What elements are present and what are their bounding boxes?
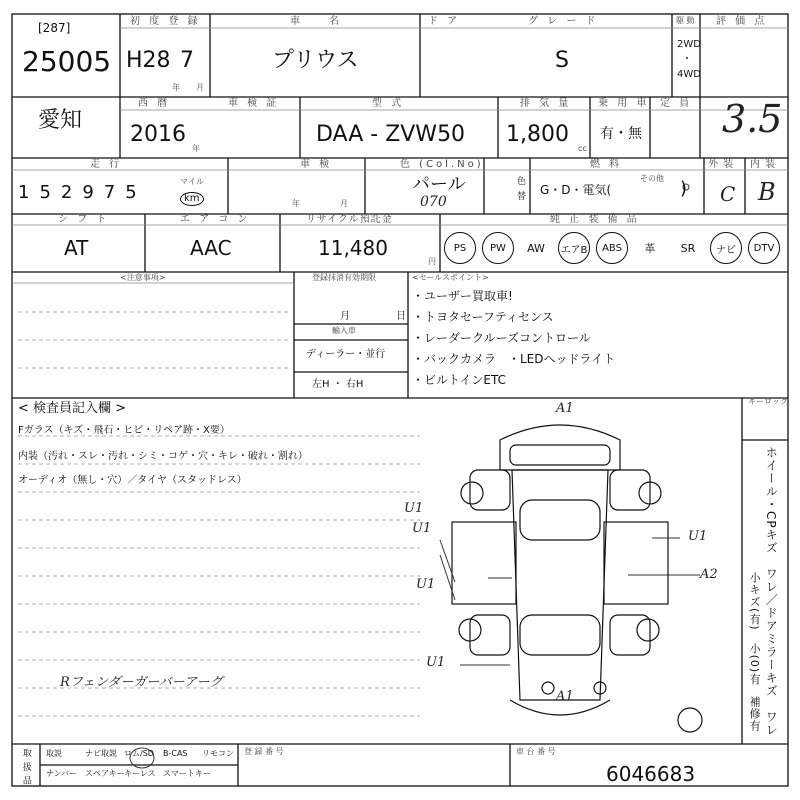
model-type: DAA - ZVW50 [316,122,466,147]
steering: 左H ・ 右H [312,379,364,390]
sales-point: ・ユーザー買取車! [412,289,513,303]
sales-point: ・レーダークルーズコントロール [412,331,591,345]
displacement: 1,800 [506,122,569,147]
header-fuel: 燃 料 [590,159,623,170]
mark-left-3: U1 [416,577,436,592]
lot-label: [287] [38,21,71,35]
equipment-item: AW [527,241,545,255]
sales-point: ・バックカメラ ・LEDヘッドライト [412,352,616,366]
inspector-line-2: 内装（汚れ・スレ・汚れ・シミ・コゲ・穴・キレ・破れ・割れ） [18,451,308,462]
accessory-item: リモコン [202,749,234,758]
mark-left-1: U1 [404,501,424,516]
western-unit: 年 [192,144,200,153]
aircon: AAC [190,236,232,260]
mileage-unit-km: km [180,192,204,206]
drive-4wd: 4WD [677,69,701,80]
equipment-item: DTV [748,232,780,264]
accessory-item: スペアキー [85,769,125,778]
lot-number: 25005 [22,45,112,78]
mark-front: A1 [556,401,574,416]
header-chassis-no: 車 台 番 号 [516,747,556,756]
header-shaken: 車 検 [300,159,333,170]
exterior-score: C [720,182,736,206]
recycle: 11,480 [318,236,388,260]
header-aircon: エ ア コ ン [180,214,251,225]
header-notes: <注意事項> [120,273,166,282]
fuel-close: ) [680,178,688,199]
color-change: 色替 [515,176,525,206]
mark-rear: A1 [556,689,574,704]
interior-score: B [758,178,776,206]
header-inspection: 車 検 証 [228,98,280,109]
shaken-year: 年 [292,199,300,208]
mark-left-2: U1 [412,521,432,536]
equipment-item: PW [482,232,514,264]
import-type: ディーラー・並行 [306,349,386,360]
expiry-month: 月 [340,311,350,322]
header-grade: グ レ ー ド [528,16,599,27]
inspector-handwritten-note: Rフェンダーガーバーアーグ [60,675,223,690]
header-keys: キーロック [748,397,788,406]
header-interior: 内 装 [750,159,777,170]
header-inspector: < 検査員記入欄 > [18,401,127,416]
fuel: G・D・電気( [540,183,612,197]
header-exterior: 外 装 [708,159,735,170]
expiry-day: 日 [396,311,406,322]
delivery-label: 輸入車 [332,326,356,335]
header-score: 評 価 点 [716,16,768,27]
era-year: H28 [126,48,171,73]
accessory-item: ロム/SD [124,749,154,758]
month-unit: 月 [196,83,204,92]
header-western: 西 暦 [138,98,171,109]
era-month: 7 [180,48,194,73]
header-color: 色 (Col.No) [400,159,484,170]
acc-side: 取 扱 品 [20,748,31,786]
recycle-unit: 円 [428,257,436,266]
mark-right-1: U1 [688,529,708,544]
year-unit: 年 [172,83,180,92]
displacement-unit: cc [578,144,587,153]
header-equipment: 純 正 装 備 品 [550,214,640,225]
header-sales-points: <セールスポイント> [412,273,489,282]
equipment-item: SR [680,241,696,255]
header-shift: シ フ ト [58,214,110,225]
legend-2: 小キズ(有) 小(0)有 [748,572,762,686]
mark-right-2: A2 [700,567,718,582]
score-handwritten: 3.5 [722,97,783,141]
mileage-digits: 152975 [18,182,147,203]
accessory-item: ナンバー [46,769,78,778]
mark-left-4: U1 [426,655,446,670]
color-no: 070 [420,194,447,210]
accessory-item: B-CAS [163,749,188,758]
shift: AT [64,236,89,260]
header-reg-expiry: 登録抹消有効期限 [312,273,376,282]
model-name: プリウス [272,48,359,73]
header-capacity: 定 員 [660,98,693,109]
mileage-unit-mile: マイル [180,177,204,186]
sales-point: ・ビルトインETC [412,373,506,387]
drive-dot: ・ [682,54,692,65]
passenger-option: 有・無 [600,126,642,142]
header-drive: 駆 動 [676,16,695,25]
grade: S [555,48,569,73]
header-model-type: 型 式 [372,98,405,109]
year-western: 2016 [130,122,186,147]
equipment-item: ABS [596,232,628,264]
color: パール [412,174,466,195]
accessory-item: キーレス [124,769,156,778]
accessory-item: スマートキー [163,769,211,778]
equipment-item: 革 [644,242,656,255]
header-first-reg: 初 度 登 録 [130,16,201,27]
header-passenger: 乗 用 車 [598,98,650,109]
sales-point: ・トヨタセーフティセンス [412,310,554,324]
legend-1: ホイール・CPキズ ワレ／ドアミラーキズ ワレ [764,446,779,737]
inspector-line-3: オーディオ（無し・穴）／タイヤ（スタッドレス） [18,475,247,486]
fuel-other: その他 [640,174,664,183]
header-recycle: リサイクル預託金 [306,214,393,225]
legend-3: 補修有 [748,696,762,732]
inspector-line-1: Fガラス（キズ・飛石・ヒビ・リペア跡・X要） [18,425,230,436]
header-displacement: 排 気 量 [520,98,572,109]
drive-2wd: 2WD [677,39,701,50]
chassis-number: 6046683 [606,762,696,786]
header-model-name: 車 名 [290,16,342,27]
accessory-item: ナビ取説 [85,749,117,758]
equipment-item: ナビ [710,232,742,264]
header-mileage: 走 行 [90,159,123,170]
accessory-item: 取説 [46,749,62,758]
header-doors: ド ア [428,16,461,27]
equipment-item: エアB [558,232,590,264]
equipment-item: PS [444,232,476,264]
shaken-month: 月 [340,199,348,208]
header-reg-no: 登 録 番 号 [244,747,284,756]
prefecture: 愛知 [38,108,83,133]
